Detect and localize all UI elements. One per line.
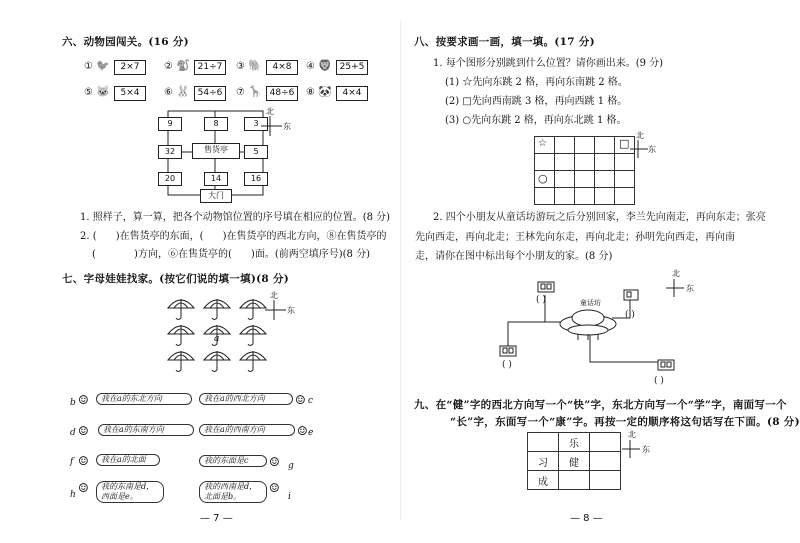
animal-item-number: ② [164, 61, 173, 72]
map-cell-nw: 9 [158, 117, 182, 131]
umbrella-icon [166, 296, 196, 322]
blank-parens: ( ) [536, 295, 546, 305]
animal-item-number: ① [84, 61, 93, 72]
compass-east-label: 东 [283, 122, 291, 131]
section7-title: 七、字母娃娃找家。(按它们说的填一填)(8 分) [62, 273, 290, 285]
animal-expression-box: 2×7 [114, 60, 146, 75]
animal-item-number: ⑧ [306, 87, 315, 98]
animal-expression-box: 5×4 [114, 86, 146, 101]
section8-q2-line3: 走，请你在图中标出每个小朋友的家。(8 分) [415, 251, 613, 262]
animal-expression-box: 4×8 [266, 60, 298, 75]
section8-q2-line2: 先向西走，再向北走；王林先向东走，再向北走；孙明先向西走，再向南 [415, 232, 735, 243]
map-paths [490, 270, 690, 385]
letter-character-icon: ☺ [297, 424, 308, 438]
animal-item-number: ③ [236, 61, 245, 72]
letter-character-icon: ☺ [78, 393, 89, 407]
elephant-icon: 🐘 [248, 59, 262, 72]
speech-letter: c [308, 396, 314, 406]
monkey-icon: 🐒 [176, 59, 190, 72]
compass-north-label: 北 [672, 269, 680, 278]
compass-north-label: 北 [266, 107, 274, 116]
map-cell-w: 32 [158, 145, 182, 159]
page-number-right: — 8 — [570, 513, 603, 524]
speech-bubble: 我在a的北面 [96, 454, 160, 466]
section8-q1-item3: (3) ○先向东跳 2 格，再向东北跳 1 格。 [445, 115, 627, 126]
letter-character-icon: ☺ [78, 424, 89, 438]
map-cell-ne: 3 [244, 117, 268, 131]
letter-character-icon: ☺ [295, 393, 306, 407]
animal-expression-box: 4×4 [336, 86, 368, 101]
animal-expression-box: 48÷6 [266, 86, 298, 101]
blank-parens: ( ) [625, 310, 635, 320]
star-icon: ☆ [538, 138, 547, 149]
speech-bubble: 我在a的东北方向 [96, 393, 192, 405]
speech-bubble: 我在a的西南方向 [199, 424, 295, 436]
animal-item-number: ⑥ [164, 87, 173, 98]
fairy-tale-center-label: 童话坊 [580, 299, 601, 307]
grid-cell [590, 433, 621, 452]
panda-icon: 🐼 [318, 85, 332, 98]
map-cell-se: 16 [244, 172, 268, 186]
letter-character-icon: ☺ [78, 481, 89, 495]
section8-q2-line1: 2. 四个小朋友从童话坊游玩之后分别回家，李兰先向南走，再向东走；张亮 [433, 212, 766, 223]
map-cell-s: 14 [204, 172, 228, 186]
umbrella-icon [166, 348, 196, 374]
speech-letter: e [308, 428, 314, 438]
section9-title-line2: “长”字，东面写一个“康”字。再按一定的顺序将这句话写在下面。(8 分) [450, 416, 800, 428]
rabbit-icon: 🐰 [176, 85, 190, 98]
house-icon [538, 282, 554, 292]
shape-grid [534, 136, 635, 205]
section6-q2-line1: 2. ( )在售货亭的东面，( )在售货亭的西北方向，⑧在售货亭的 [80, 231, 387, 242]
compass-east-label: 东 [642, 445, 650, 454]
speech-letter: b [70, 398, 76, 408]
bird-icon: 🐦 [96, 59, 110, 72]
blank-parens: ( ) [654, 376, 664, 386]
map-cell-e: 5 [244, 145, 268, 159]
grid-cell: 乐 [559, 433, 590, 452]
umbrella-icon [202, 348, 232, 374]
animal-item-number: ⑦ [236, 87, 245, 98]
speech-letter: h [70, 490, 76, 500]
grid-cell [590, 452, 621, 471]
section6-q1: 1. 照样子，算一算，把各个动物馆位置的序号填在相应的位置。(8 分) [80, 212, 391, 223]
blank-parens: ( ) [502, 360, 512, 370]
giraffe-icon: 🦒 [248, 85, 262, 98]
animal-item-number: ④ [306, 61, 315, 72]
speech-letter: i [288, 492, 291, 502]
compass-east-label: 东 [686, 284, 694, 293]
umbrella-letter: a [214, 334, 220, 344]
speech-letter: g [288, 461, 294, 471]
speech-bubble: 我的西南是d，北面是b。 [199, 481, 267, 503]
grid-cell [528, 433, 559, 452]
cat-icon: 🐱 [96, 85, 110, 98]
circle-icon: ○ [538, 172, 548, 185]
compass-north-label: 北 [270, 291, 278, 300]
section9-title-line1: 九、在“健”字的西北方向写一个“快”字，东北方向写一个“学”字，南面写一个 [414, 399, 787, 411]
speech-bubble: 我在a的东南方向 [98, 424, 194, 436]
grid-cell: 成 [528, 471, 559, 490]
letter-character-icon: ☺ [78, 454, 89, 468]
kiosk-label: 售货亭 [192, 143, 240, 159]
animal-expression-box: 54÷6 [194, 86, 226, 101]
speech-bubble: 我的东南是d，西面是e。 [96, 481, 164, 503]
speech-letter: f [70, 457, 74, 467]
section6-title: 六、动物园闯关。(16 分) [62, 36, 189, 48]
compass-east-label: 东 [287, 306, 295, 315]
grid-cell: 健 [559, 452, 590, 471]
section8-q1: 1. 每个图形分别跳到什么位置？请你画出来。(9 分) [433, 58, 664, 69]
animal-expression-box: 21÷7 [194, 60, 226, 75]
letter-character-icon: ☺ [269, 455, 280, 469]
speech-letter: d [70, 428, 76, 438]
speech-bubble: 我在a的西北方向 [199, 393, 293, 405]
section8-title: 八、按要求画一画，填一填。(17 分) [414, 36, 595, 48]
umbrella-icon [202, 296, 232, 322]
grid-cell [590, 471, 621, 490]
section6-q2-line2: ( )方向，⑥在售货亭的( )面。(前两空填序号)(8 分) [92, 249, 370, 260]
speech-bubble: 我的东面是c [199, 455, 267, 467]
animal-expression-box: 25+5 [336, 60, 368, 75]
section8-q1-item1: (1) ☆先向东跳 2 格，再向东南跳 2 格。 [445, 77, 628, 88]
compass-north-label: 北 [628, 430, 636, 439]
animal-item-number: ⑤ [84, 87, 93, 98]
letter-character-icon: ☺ [269, 481, 280, 495]
grid-cell [559, 471, 590, 490]
compass-north-label: 北 [636, 131, 644, 140]
umbrella-icon [166, 322, 196, 348]
square-icon: □ [619, 137, 630, 150]
grid-cell: 习 [528, 452, 559, 471]
lion-icon: 🦁 [318, 59, 332, 72]
gate-label: 大门 [200, 189, 232, 203]
section8-q1-item2: (2) □先向西南跳 3 格，再向西跳 1 格。 [445, 96, 628, 107]
page-divider [400, 20, 401, 520]
map-cell-sw: 20 [158, 172, 182, 186]
character-grid [527, 432, 621, 490]
compass-east-label: 东 [648, 145, 656, 154]
map-cell-n: 8 [204, 117, 228, 131]
umbrella-icon [238, 348, 268, 374]
page-number-left: — 7 — [200, 513, 233, 524]
